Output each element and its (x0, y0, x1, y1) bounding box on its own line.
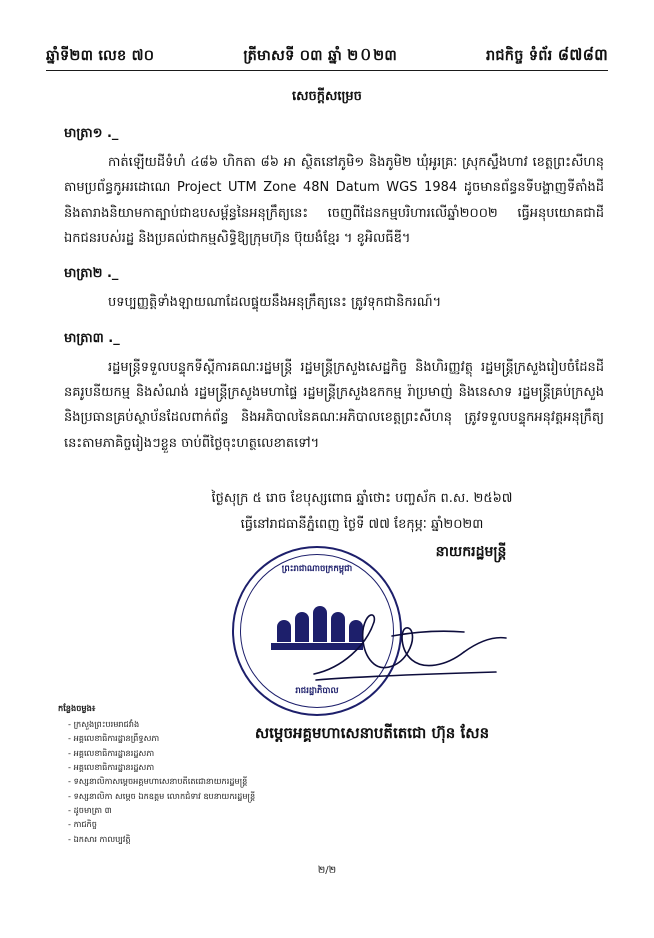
distribution-list-title: កន្លែងចម្លង៖ (58, 702, 96, 713)
article-3 (46, 330, 608, 456)
list-item: - អគ្គលេខាធិការដ្ឋានរដ្ឋសភា (68, 760, 255, 774)
header-center: ត្រីមាសទី ០៣ ឆ្នាំ ២０២៣ (243, 48, 397, 64)
list-item: - អគ្គលេខាធិការដ្ឋានរដ្ឋសភា (68, 746, 255, 760)
date-line-khmer-calendar: ថ្ងៃសុក្រ ៥ រោច ខែបុស្សពោធ ឆ្នាំថោះ បញ្ចស័ក ព.ស. ២៥៦៧ (211, 491, 513, 507)
article-2 (46, 265, 608, 315)
seal-bottom-text: រាជរដ្ឋាភិបាល (295, 686, 339, 697)
document-body (46, 88, 608, 752)
list-item: - កាជកិច្ច (68, 817, 255, 831)
handwritten-signature (296, 602, 526, 692)
list-item: - ក្រសួងព្រះបរមរាជវាំង (68, 717, 255, 731)
article-2-text: បទប្បញ្ញត្តិទាំងឡាយណាដែលផ្ទុយនឹងអនុក្រឹត្យនេះ ត្រូវទុកជានិករណ៍។ (108, 295, 442, 311)
header-left: ឆ្នាំទី២៣ លេខ ៧០ (46, 48, 155, 64)
article-1 (46, 125, 608, 251)
distribution-list (58, 701, 255, 846)
date-line-gregorian: ធ្វើនៅរាជធានីភ្នំពេញ ថ្ងៃទី ៧៧ ខែកុម្ភៈ ឆ្នាំ២០២៣ (240, 517, 484, 533)
list-item: - ទស្សនាលិកាសម្ដេចអគ្គមហាសេនាបតីតេជោនាយករដ្ឋមន្ត្រី (68, 774, 255, 788)
article-3-text: រដ្ឋមន្ត្រីទទួលបន្ទុកទីស្ដីការគណៈរដ្ឋមន្ត្រី រដ្ឋមន្ត្រីក្រសួងសេដ្ឋកិច្ច និងហិរញ្ញវត្ថុ រដ្ឋមន្ត្រីក្រសួងរៀបចំដែនដី នគរូបនីយកម្ម និងសំណង់ រដ្ឋមន្ត្រីក្រសួងមហាផ្ទៃ រដ្ឋមន្ត្រីក្រសួងឧកកម្ម រ៉ាប្រមាញ់ និងនេសាទ រដ្ឋមន្ត្រីគ្រប់ក្រសួងនិងប្រធានគ្រប់ស្ថាប័នដែលពាក់ព័ន្ធ និងអភិបាលនៃគណៈអភិបាលខេត្តព្រះសីហនុ ត្រូវទទួលបន្ទុកអនុវត្តអនុក្រឹត្យនេះតាមភាគិច្ចរៀងៗខ្លួន ចាប់ពីថ្ងៃចុះហត្ថលេខាតទៅ។ (64, 359, 604, 451)
list-item: - ទស្សនាលិកា សម្ដេច ឯកឧត្តម លោកជំទាវ ឧបនាយករដ្ឋមន្ត្រី (68, 789, 255, 803)
header-divider (46, 70, 608, 71)
header-page-label: រាជកិច្ច ទំព័រ (486, 48, 558, 64)
signer-name: សម្ដេចអគ្គមហាសេនាបតីតេជោ ហ៊ុន សែន (254, 724, 490, 743)
signer-title: នាយករដ្ឋមន្ត្រី (435, 544, 507, 561)
list-item: - អគ្គលេខាធិការដ្ឋានព្រឹទ្ធសភា (68, 731, 255, 745)
footer-page-number: ២/២ (317, 865, 337, 876)
signature-dates (46, 486, 608, 538)
header-right (486, 44, 608, 68)
list-item: - ឯកសារ កាលប្បវត្តិ (68, 832, 255, 846)
distribution-list-items (58, 717, 255, 846)
seal-star-icon: ★ (312, 624, 322, 638)
page-header (46, 44, 608, 68)
list-item: - ដូចមាត្រា ៣ (68, 803, 255, 817)
header-page-number: ៨៧៨៣ (557, 45, 608, 64)
seal-top-text: ព្រះរាជាណាចក្រកម្ពុជា (281, 564, 353, 575)
article-1-label: មាត្រា១ ._ (64, 126, 119, 141)
article-2-label: មាត្រា២ ._ (64, 266, 119, 282)
section-title: សេចក្ដីសម្រេច (292, 89, 362, 104)
article-1-text: កាត់ឡើយដីទំហំ ៤៨៦ ហិកតា ៨៦ អា ស្ថិតនៅភូមិ១ និងភូមិ២ ឃុំអូរគ្រៈ ស្រុកស្ទឹងហាវ ខេត្តព្រះសីហនុ តាមប្រព័ន្ធកូអរដោណេ Project UTM Zone 48N Datum WGS 1984 ដូចមានព័ន្ធនទីបង្ហាញទីតាំងដី និងតារាងនិយាមកាត្បាប់ជាឧបសម្ព័ន្ធនៃអនុក្រឹត្យនេះ ចេញពីដែនកម្មបរិហារលើឆ្នាំ២០០២ ធ្វើអនុបយោគជាដីឯកជនរបស់រដ្ឋ និងប្រគល់ជាកម្មសិទ្ធិឱ្យក្រុមហ៊ុន ប៊ុយងំខ្មែរ ។ ខូអិលធីឌី។ (64, 155, 604, 247)
article-3-label: មាត្រា៣ ._ (64, 330, 120, 346)
